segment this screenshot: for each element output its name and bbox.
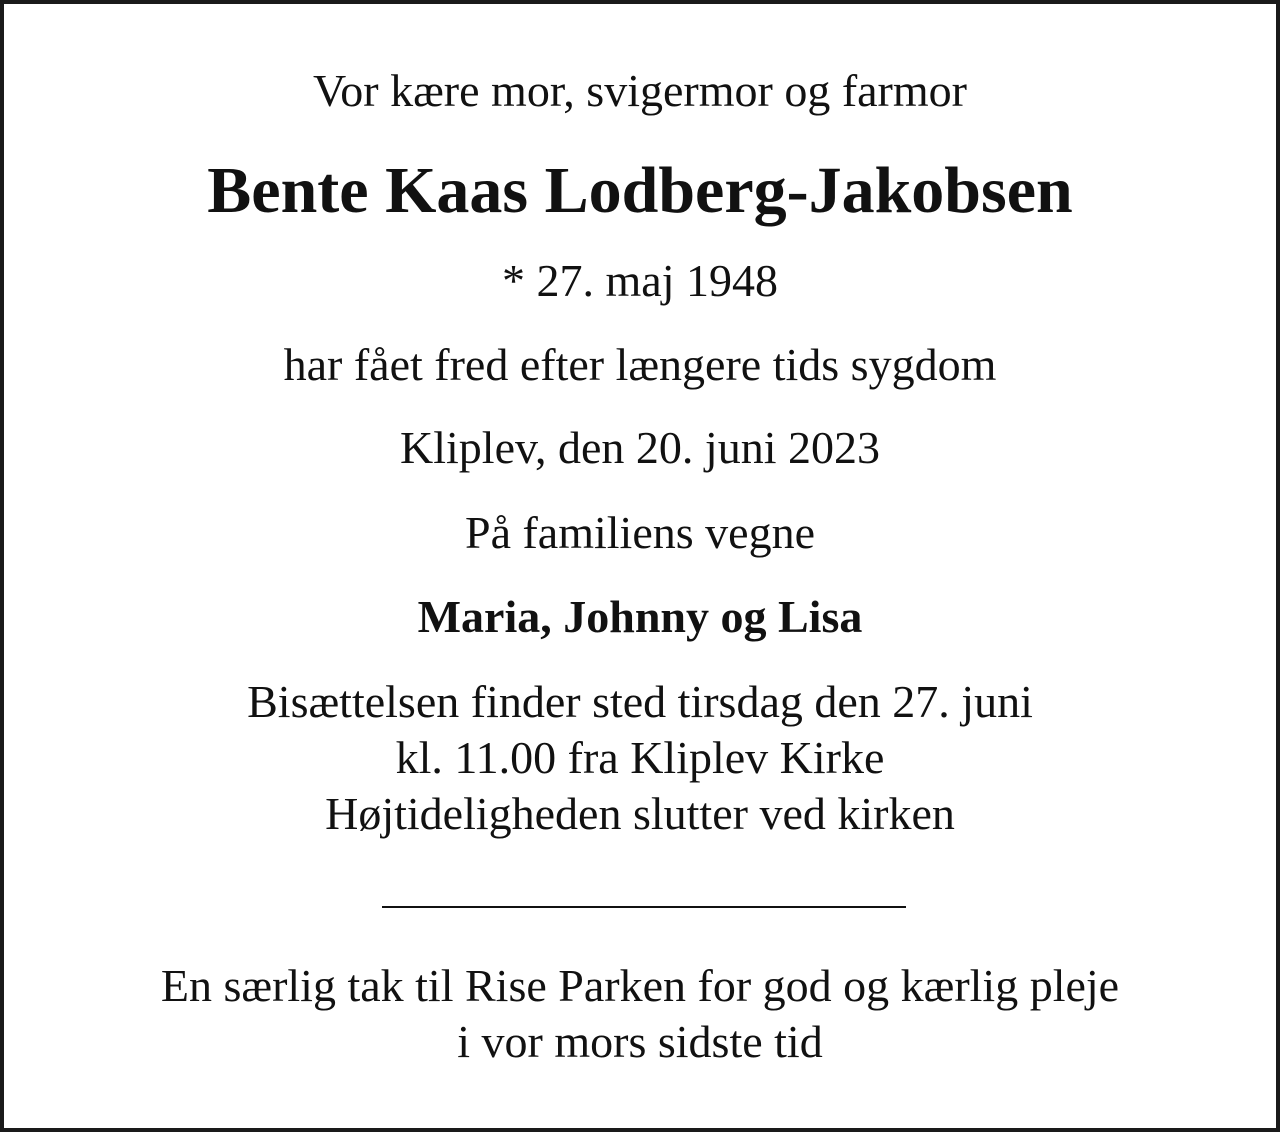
on-behalf-text: På familiens vegne (464, 507, 815, 558)
thanks-text (4, 958, 1276, 1070)
peace-text: har fået fred efter længere tids sygdom (283, 339, 997, 390)
thanks-line: En særlig tak til Rise Parken for god og kærlig pleje (160, 960, 1120, 1011)
thanks-line: i vor mors sidste tid (457, 1016, 823, 1067)
deceased-name: Bente Kaas Lodberg-Jakobsen (207, 154, 1073, 227)
funeral-line: Højtideligheden slutter ved kirken (325, 788, 955, 839)
funeral-line: Bisættelsen finder sted tirsdag den 27. juni (247, 676, 1033, 727)
intro-text: Vor kære mor, svigermor og farmor (313, 65, 967, 116)
divider-line (382, 906, 906, 908)
place-date: Kliplev, den 20. juni 2023 (400, 422, 880, 473)
funeral-details (4, 674, 1276, 842)
birth-date: * 27. maj 1948 (502, 255, 778, 306)
funeral-line: kl. 11.00 fra Kliplev Kirke (395, 732, 885, 783)
family-names: Maria, Johnny og Lisa (417, 591, 863, 642)
